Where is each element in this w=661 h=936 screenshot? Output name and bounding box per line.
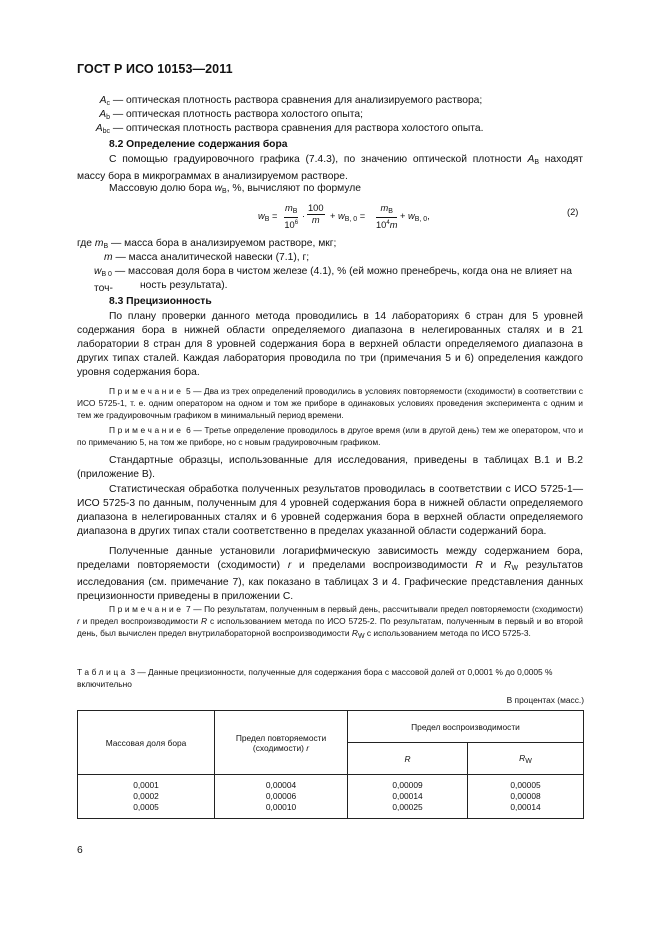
paragraph-8-3-plan: По плану проверки данного метода проводились в 14 лабораториях 6 стран для 5 уровней содержания бора в нижней области определяемого диапазона в нелегированных сталях и в 21 лаборатории 8 стран для 8 уровней содержания бора в верхней области определяемого диапазона в других типах сталей. Каждая лаборатория проводила по три (примечания 5 и 6) определения каждого уровня содержания бора. [77,311,583,378]
paragraph-8-2-formula-intro: Массовую долю бора $w_B$, %, вычисляют по формуле [109,183,362,195]
section-heading-8-3: 8.3 Прецизионность [109,296,212,307]
table-3-caption: Таблица 3 — Данные прецизионности, полученные для содержания бора с массовой долей от 0,0001 % до 0,0005 % включительно [77,667,553,689]
table-cell-R: 0,00009 0,00014 0,00025 [348,775,468,819]
table-header-mass-fraction: Массовая доля бора [78,711,215,775]
paragraph-statistics: Статистическая обработка полученных результатов проводилась в соответствии с ИСО 5725-1— ИСО 5725-3 по данным, полученным для 4 уровней содержания бора в нижней области определяемого диапазона в нелегированных сталях и 6 уровней содержания бора в верхней области определяемого диапазона в других типах стали соответственно в пределах указанной области содержаний бора. [77,484,583,537]
table-header-R: R [348,743,468,775]
table-header-reproducibility: Предел воспроизводимости [348,711,584,743]
definition-Ab: $A_b$ — оптическая плотность раствора холостого опыта; [99,109,363,121]
definition-m: m — масса аналитической навески (7.1), г; [104,252,310,263]
table-cell-RW: 0,00005 0,00008 0,00014 [468,775,584,819]
formula-2: $w_B$ = $\frac{m_B}{10^6}$ · $\frac{100}{m}$ + $w_{B, 0}$ = $\frac{m_B}{10^4m}$ + $w_{B, 0}$, (2) [258,203,579,231]
table-row [78,775,584,819]
table-cell-mass-fraction: 0,0001 0,0002 0,0005 [78,775,215,819]
paragraph-reference-materials: Стандартные образцы, использованные для исследования, приведены в таблицах В.1 и В.2 (приложение В). [77,455,583,480]
definition-Abc: $A_{bc}$ — оптическая плотность раствора сравнения для раствора холостого опыта. [95,123,484,135]
formula-number: (2) [567,207,579,217]
fraction-mb-over-10e4m: $\frac{m_B}{10^4m}$ [376,203,398,231]
note-6: Примечание 6 — Третье определение проводилось в другое время (или в другой день) тем же оператором, что и по примечанию 5, на том же приборе, но с новым градуировочным графиком. [77,425,583,447]
table-3 [77,710,584,819]
note-7: Примечание 7 — По результатам, полученным в первый день, рассчитывали предел повторяемости (сходимости) r и предел воспроизводимости R с использованием метода по ИСО 5725-2. По результатам, полученным в первый и во второй день, был вычислен предел внутрилабораторной воспроизводимости $R_W$ с использованием метода по ИСО 5725-3. [77,604,583,640]
definition-Ac: $A_c$ — оптическая плотность раствора сравнения для анализируемого раствора; [99,95,483,107]
table-header-repeatability: Предел повторяемости (сходимости) r [215,711,348,775]
table-header-RW: $R_W$ [468,743,584,775]
fraction-100-over-m: $\frac{100}{m}$ [308,203,324,225]
definition-wB0: $w_{B 0}$ — массовая доля бора в чистом железе (4.1), % (ей можно пренебречь, когда она не влияет на точ- [94,266,572,294]
definition-wB0-cont: ность результата). [140,280,228,291]
section-heading-8-2: 8.2 Определение содержания бора [109,139,288,150]
fraction-mb-over-10e6: $\frac{m_B}{10^6}$ [284,203,299,231]
paragraph-log-dependence: Полученные данные установили логарифмическую зависимость между содержанием бора, пределами повторяемости (сходимости) r и пределами воспроизводимости R и $R_W$ результатов исследования (см. примечание 7), как показано в таблицах 3 и 4. Графические представления данных прецизионности приведены в приложении С. [77,546,583,602]
table-3-units: В процентах (масс.) [506,695,584,705]
note-5: Примечание 5 — Два из трех определений проводились в условиях повторяемости (сходимости) в соответствии с ИСО 5725-1, т. е. одним оператором на одном и том же приборе в одинаковых условиях проведения эксперимента с одним и тем же градуировочным графиком в минимальный период времени. [77,386,583,420]
definition-mB: где $m_B$ — масса бора в анализируемом растворе, мкг; [77,238,337,250]
paragraph-8-2-calibration: С помощью градуировочного графика (7.4.3), по значению оптической плотности $A_B$ находят массу бора в микрограммах в анализируемом растворе. [77,154,583,182]
table-cell-r: 0,00004 0,00006 0,00010 [215,775,348,819]
page-number: 6 [77,845,83,856]
document-header: ГОСТ Р ИСО 10153—2011 [77,62,233,76]
